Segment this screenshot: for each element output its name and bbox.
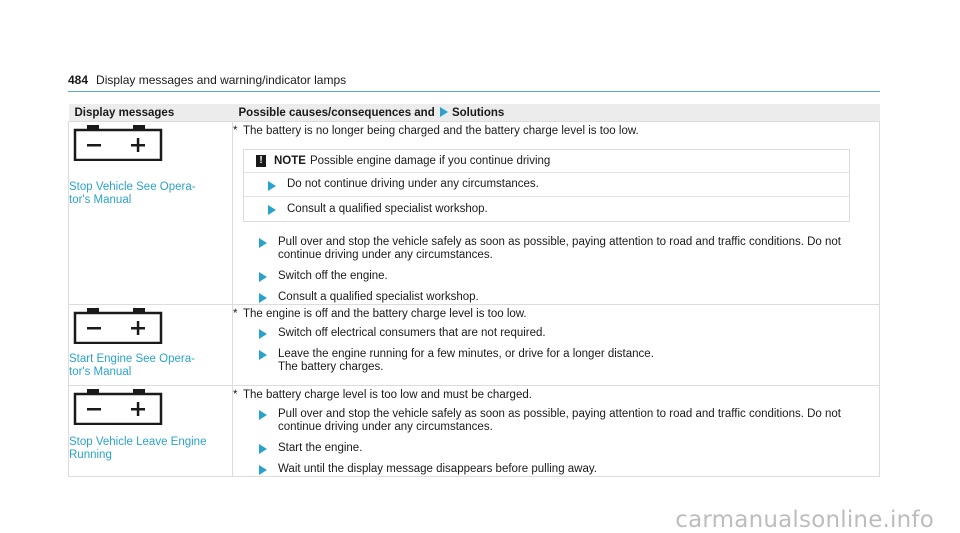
arrow-right-icon	[259, 444, 267, 454]
step-text: Consult a qualified specialist workshop.	[278, 291, 479, 303]
col-header-solutions-label: Solutions	[451, 106, 505, 119]
solution-step	[247, 442, 879, 455]
page-number: 484	[68, 73, 89, 87]
arrow-right-icon	[268, 181, 276, 191]
step-text: Switch off the engine.	[278, 270, 388, 282]
solutions-cell	[233, 305, 880, 386]
display-message-line: Running	[69, 449, 112, 461]
step-text: Leave the engine running for a few minutes, or drive for a longer distance.	[278, 348, 654, 360]
arrow-right-icon	[259, 293, 267, 303]
display-message-line: Start Engine See Opera-	[69, 353, 195, 365]
battery-icon	[73, 125, 163, 161]
solutions-cell	[233, 386, 880, 477]
cause: * The battery charge level is too low and must be charged.	[233, 389, 532, 401]
table-row	[69, 305, 880, 386]
col-header-causes	[233, 104, 880, 122]
messages-table	[68, 104, 880, 477]
display-message-line: Stop Vehicle Leave Engine	[69, 436, 207, 448]
arrow-right-icon	[259, 410, 267, 420]
step-text: Pull over and stop the vehicle safely as soon as possible, paying attention to road and traffic conditions. Do not continue driving under any circumstances.	[278, 408, 841, 433]
display-message-line: Stop Vehicle See Opera-	[69, 181, 196, 193]
display-message	[69, 353, 232, 379]
display-message	[69, 436, 232, 462]
cause-text: The engine is off and the battery charge level is too low.	[243, 308, 527, 320]
note-label: NOTE	[274, 155, 306, 167]
solution-step	[247, 463, 879, 476]
message-cell	[69, 122, 233, 305]
arrow-right-icon	[259, 465, 267, 475]
watermark: carmanualsonline.info	[675, 507, 934, 533]
solutions-cell	[233, 122, 880, 305]
cause-text: The battery charge level is too low and must be charged.	[243, 389, 532, 401]
col-header-causes-label: Possible causes/consequences and	[238, 106, 435, 119]
table-row	[69, 386, 880, 477]
table-row	[69, 122, 880, 305]
page-title: Display messages and warning/indicator lamps	[96, 73, 347, 87]
display-message-line: tor's Manual	[69, 194, 132, 206]
arrow-right-icon	[259, 329, 267, 339]
display-message	[69, 181, 232, 207]
note-box	[243, 149, 850, 222]
arrow-right-icon	[259, 238, 267, 248]
arrow-right-icon	[268, 205, 276, 215]
message-cell	[69, 305, 233, 386]
step-text: Start the engine.	[278, 442, 363, 454]
solution-step	[247, 327, 879, 340]
solution-step	[247, 270, 879, 283]
display-message-line: tor's Manual	[69, 366, 132, 378]
solution-step	[247, 408, 879, 434]
warning-icon: !	[256, 155, 266, 167]
note-step	[256, 197, 849, 221]
step-text: Consult a qualified specialist workshop.	[287, 202, 488, 215]
step-text: Pull over and stop the vehicle safely as soon as possible, paying attention to road and traffic conditions. Do not continue driving under any circumstances.	[278, 236, 841, 261]
solution-step	[247, 348, 879, 374]
battery-icon	[73, 308, 163, 344]
solution-step	[247, 291, 879, 304]
message-cell	[69, 386, 233, 477]
step-text: Wait until the display message disappears before pulling away.	[278, 463, 597, 475]
col-header-messages: Display messages	[69, 104, 233, 122]
step-text: Do not continue driving under any circumstances.	[287, 178, 539, 190]
arrow-right-icon	[440, 107, 448, 117]
cause: * The engine is off and the battery charge level is too low.	[233, 308, 527, 320]
page-header	[68, 73, 880, 92]
note-step	[244, 173, 849, 197]
arrow-right-icon	[259, 350, 267, 360]
step-text: Switch off electrical consumers that are not required.	[278, 327, 546, 339]
note-header	[244, 150, 849, 173]
table-header-row	[69, 104, 880, 122]
arrow-right-icon	[259, 272, 267, 282]
cause: * The battery is no longer being charged and the battery charge level is too low.	[233, 125, 639, 137]
solution-step	[247, 236, 879, 262]
battery-icon	[73, 389, 163, 425]
step-result-text: The battery charges.	[278, 361, 384, 373]
note-text: Possible engine damage if you continue driving	[309, 155, 551, 167]
cause-text: The battery is no longer being charged and the battery charge level is too low.	[243, 125, 639, 137]
